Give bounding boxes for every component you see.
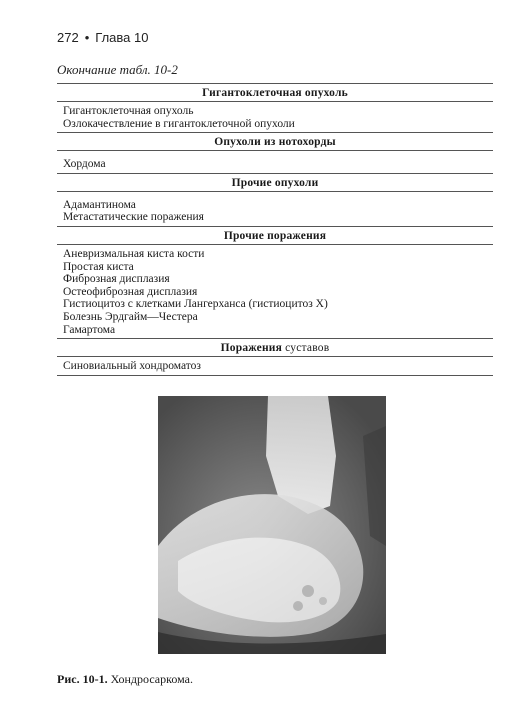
section-items bbox=[57, 357, 493, 375]
section-heading: Опухоли из нотохорды bbox=[214, 136, 336, 149]
section-heading: Гигантоклеточная опухоль bbox=[202, 87, 348, 99]
xray-illustration bbox=[158, 396, 386, 654]
running-head bbox=[57, 30, 148, 45]
figure-caption-text: Хондросаркома. bbox=[110, 672, 193, 686]
section-heading-bold: Поражения bbox=[220, 342, 283, 355]
list-item: Озлокачествление в гигантоклеточной опухоли bbox=[63, 117, 295, 130]
lesions-table bbox=[57, 83, 493, 376]
list-item: Гигантоклеточная опухоль bbox=[63, 105, 194, 117]
xray-image bbox=[158, 396, 386, 654]
chapter-title: Глава 10 bbox=[95, 30, 149, 45]
figure-caption bbox=[57, 672, 193, 687]
table-caption: Окончание табл. 10-2 bbox=[57, 62, 178, 77]
list-item: Метастатические поражения bbox=[63, 211, 204, 224]
section-heading bbox=[57, 339, 493, 356]
section-items bbox=[57, 151, 493, 173]
figure-label: Рис. 10-1. bbox=[57, 672, 108, 686]
list-item: Аневризмальная киста кости bbox=[63, 247, 205, 260]
list-item: Гамартома bbox=[63, 323, 116, 336]
section-heading-rest: суставов bbox=[282, 342, 330, 355]
list-item: Простая киста bbox=[63, 260, 134, 273]
section-items bbox=[57, 245, 493, 338]
section-heading: Прочие опухоли bbox=[231, 176, 319, 189]
list-item: Остеофиброзная дисплазия bbox=[63, 285, 198, 298]
list-item: Синовиальный хондроматоз bbox=[63, 360, 201, 373]
section-items bbox=[57, 102, 493, 132]
list-item: Фиброзная дисплазия bbox=[63, 273, 170, 286]
list-item: Хордома bbox=[63, 158, 106, 171]
running-head-separator: • bbox=[84, 30, 90, 45]
section-items bbox=[57, 192, 493, 226]
list-item: Болезнь Эрдгайм—Честера bbox=[63, 310, 198, 323]
page-number: 272 bbox=[57, 30, 79, 45]
list-item: Адамантинома bbox=[63, 198, 136, 211]
list-item: Гистиоцитоз с клетками Лангерханса (гистиоцитоз X) bbox=[63, 298, 328, 311]
section-heading: Прочие поражения bbox=[223, 229, 327, 242]
